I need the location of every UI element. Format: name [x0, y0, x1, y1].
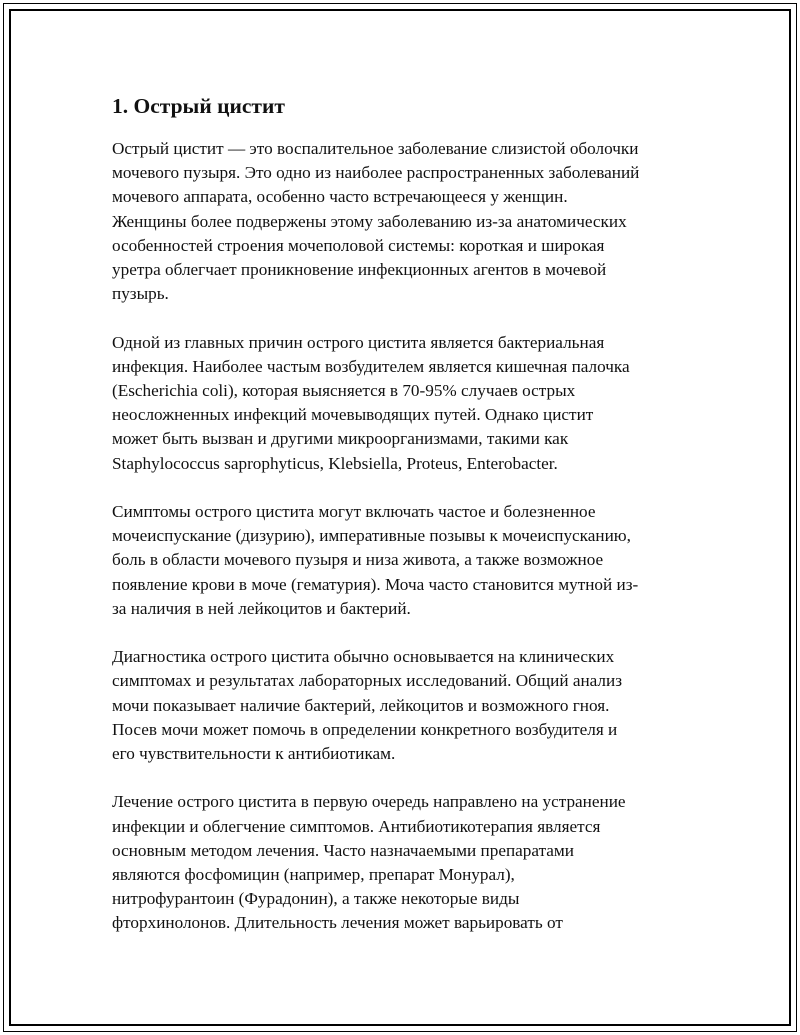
text-line: мочевого аппарата, особенно часто встречающееся у женщин.	[112, 187, 568, 207]
text-line: нитрофурантоин (Фурадонин), а также некоторые виды	[112, 889, 520, 909]
paragraph-4	[112, 645, 692, 766]
text-line: Женщины более подвержены этому заболеванию из-за анатомических	[112, 211, 627, 231]
text-line: являются фосфомицин (например, препарат Монурал),	[112, 865, 515, 885]
text-line: Staphylococcus saprophyticus, Klebsiella, Proteus, Enterobacter.	[112, 453, 558, 473]
text-line: за наличия в ней лейкоцитов и бактерий.	[112, 598, 411, 618]
text-line: основным методом лечения. Часто назначаемыми препаратами	[112, 840, 574, 860]
text-line: фторхинолонов. Длительность лечения может варьировать от	[112, 913, 563, 933]
document-page	[3, 3, 797, 1032]
text-line: неосложненных инфекций мочевыводящих путей. Однако цистит	[112, 405, 594, 425]
text-line: пузырь.	[112, 284, 169, 304]
paragraph-3	[112, 500, 692, 621]
text-line: его чувствительности к антибиотикам.	[112, 744, 396, 764]
text-line: мочи показывает наличие бактерий, лейкоцитов и возможного гноя.	[112, 695, 610, 715]
text-line: инфекция. Наиболее частым возбудителем является кишечная палочка	[112, 356, 630, 376]
text-line: появление крови в моче (гематурия). Моча часто становится мутной из-	[112, 574, 639, 594]
text-line: симптомах и результатах лабораторных исследований. Общий анализ	[112, 671, 622, 691]
text-line: мочевого пузыря. Это одно из наиболее распространенных заболеваний	[112, 163, 640, 183]
text-line: инфекции и облегчение симптомов. Антибиотикотерапия является	[112, 816, 601, 836]
text-line: особенностей строения мочеполовой системы: короткая и широкая	[112, 235, 605, 255]
section-heading: 1. Острый цистит	[112, 94, 285, 118]
text-line: может быть вызван и другими микроорганизмами, такими как	[112, 429, 569, 449]
text-line: Посев мочи может помочь в определении конкретного возбудителя и	[112, 719, 618, 739]
text-line: уретра облегчает проникновение инфекционных агентов в мочевой	[112, 260, 607, 280]
text-line: (Escherichia coli), которая выясняется в 70-95% случаев острых	[112, 381, 576, 401]
text-line: Одной из главных причин острого цистита является бактериальная	[112, 332, 605, 352]
text-line: Диагностика острого цистита обычно основывается на клинических	[112, 647, 615, 667]
paragraph-1	[112, 137, 692, 306]
text-line: мочеиспускание (дизурию), императивные позывы к мочеиспусканию,	[112, 526, 631, 546]
document-body	[112, 91, 692, 960]
paragraph-2	[112, 331, 692, 476]
text-line: Лечение острого цистита в первую очередь направлено на устранение	[112, 792, 626, 812]
text-line: Симптомы острого цистита могут включать частое и болезненное	[112, 502, 596, 522]
text-line: Острый цистит — это воспалительное заболевание слизистой оболочки	[112, 139, 639, 158]
text-line: боль в области мочевого пузыря и низа живота, а также возможное	[112, 550, 604, 570]
paragraph-5	[112, 790, 692, 935]
